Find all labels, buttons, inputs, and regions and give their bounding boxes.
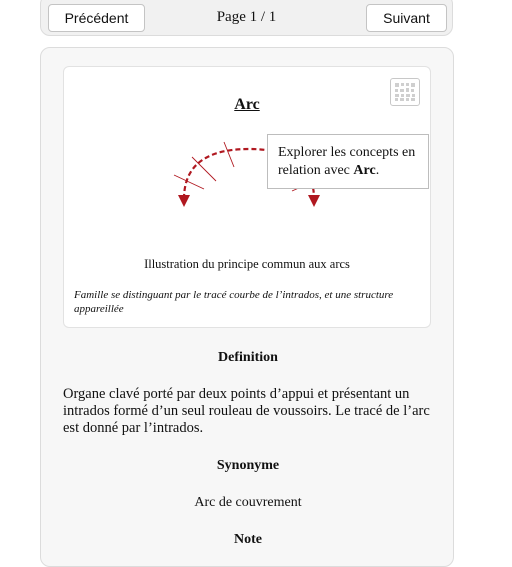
related-concepts-tooltip[interactable]	[267, 134, 429, 189]
concept-card	[63, 66, 431, 328]
next-button[interactable]: Suivant	[366, 4, 447, 32]
pagination-bar	[40, 0, 453, 36]
tooltip-term: Arc	[353, 163, 376, 178]
synonyme-heading: Synonyme	[216, 458, 280, 473]
tooltip-text-end: .	[375, 163, 380, 178]
definition-heading: Definition	[218, 350, 278, 365]
family-description: Famille se distinguant par le tracé courbe de l’intrados, et une structure appareillée	[74, 289, 394, 315]
concept-title[interactable]: Arc	[234, 96, 260, 113]
illustration-caption: Illustration du principe commun aux arcs	[144, 257, 350, 271]
concept-panel	[40, 47, 454, 567]
page-indicator: Page 1 / 1	[216, 9, 277, 25]
synonyme-text: Arc de couvrement	[194, 495, 302, 510]
tooltip-text: Explorer les concepts en relation avec	[278, 145, 416, 178]
definition-text: Organe clavé porté par deux points d’appui et présentant un intrados formé d’un seul rouleau de voussoirs. Le tracé de l’arc est donné par l’intrados.	[63, 386, 430, 436]
previous-button[interactable]: Précédent	[48, 4, 145, 32]
note-heading: Note	[234, 532, 262, 547]
